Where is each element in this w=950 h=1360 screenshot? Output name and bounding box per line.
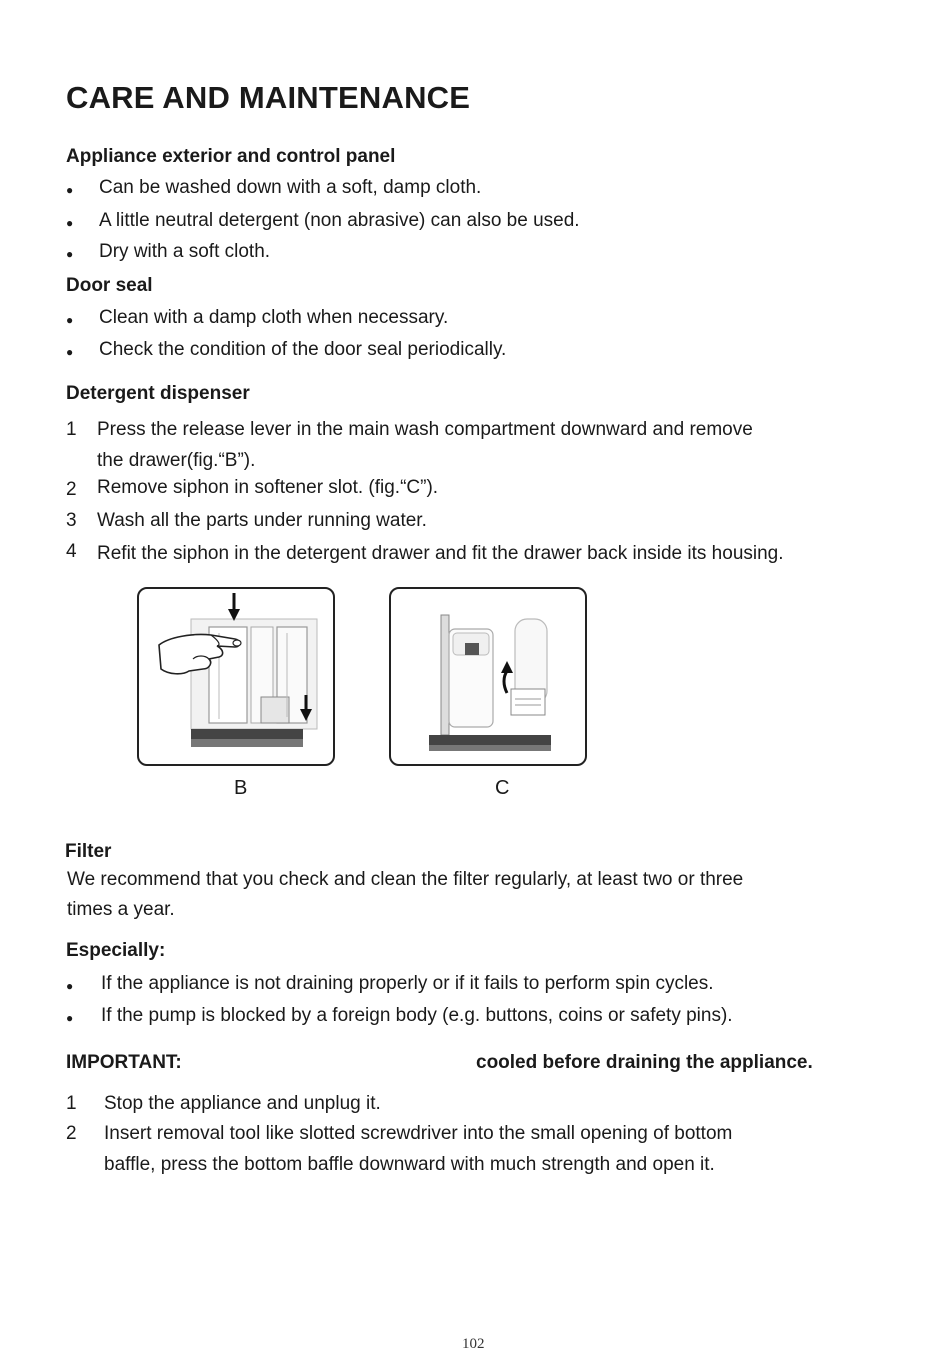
step-number: 1 — [66, 1093, 77, 1114]
page-title: CARE AND MAINTENANCE — [66, 80, 471, 115]
dispenser-step-1-line-2: the drawer(fig.“B”). — [97, 450, 256, 471]
door-seal-item-2: Check the condition of the door seal periodically. — [99, 339, 507, 360]
dispenser-step-2: Remove siphon in softener slot. (fig.“C”). — [97, 477, 439, 498]
especially-item-1: If the appliance is not draining properly or if it fails to perform spin cycles. — [101, 973, 714, 994]
filter-text-line-1: We recommend that you check and clean the filter regularly, at least two or three — [67, 869, 744, 890]
figure-b-drawer-release — [137, 587, 335, 766]
bullet-icon: ● — [66, 247, 74, 261]
bullet-icon: ● — [66, 216, 74, 230]
dispenser-step-4: Refit the siphon in the detergent drawer and fit the drawer back inside its housing. — [97, 543, 784, 564]
final-step-1: Stop the appliance and unplug it. — [104, 1093, 381, 1114]
step-number: 2 — [66, 1123, 77, 1144]
exterior-heading: Appliance exterior and control panel — [66, 146, 396, 167]
especially-item-2: If the pump is blocked by a foreign body (e.g. buttons, coins or safety pins). — [101, 1005, 733, 1026]
page-number: 102 — [462, 1336, 485, 1352]
step-number: 4 — [66, 541, 77, 562]
dispenser-step-3: Wash all the parts under running water. — [97, 510, 427, 531]
important-text: cooled before draining the appliance. — [476, 1052, 813, 1073]
bullet-icon: ● — [66, 345, 74, 359]
dispenser-step-1-line-1: Press the release lever in the main wash compartment downward and remove — [97, 419, 753, 440]
figure-c-label: C — [495, 777, 510, 799]
door-seal-heading: Door seal — [66, 275, 153, 296]
bullet-icon: ● — [66, 183, 74, 197]
figure-c-siphon-removal — [389, 587, 587, 766]
especially-heading: Especially: — [66, 940, 166, 961]
final-step-2-line-1: Insert removal tool like slotted screwdriver into the small opening of bottom — [104, 1123, 733, 1144]
exterior-item-1: Can be washed down with a soft, damp cloth. — [99, 177, 482, 198]
filter-text-line-2: times a year. — [67, 899, 175, 920]
dispenser-heading: Detergent dispenser — [66, 383, 250, 404]
figure-b-label: B — [234, 777, 248, 799]
filter-heading: Filter — [65, 841, 112, 862]
bullet-icon: ● — [66, 979, 74, 993]
step-number: 1 — [66, 419, 77, 440]
exterior-item-3: Dry with a soft cloth. — [99, 241, 271, 262]
step-number: 3 — [66, 510, 77, 531]
bullet-icon: ● — [66, 1011, 74, 1025]
bullet-icon: ● — [66, 313, 74, 327]
final-step-2-line-2: baffle, press the bottom baffle downward with much strength and open it. — [104, 1154, 715, 1175]
exterior-item-2: A little neutral detergent (non abrasive) can also be used. — [99, 210, 580, 231]
step-number: 2 — [66, 479, 77, 500]
important-label: IMPORTANT: — [66, 1052, 182, 1073]
door-seal-item-1: Clean with a damp cloth when necessary. — [99, 307, 449, 328]
